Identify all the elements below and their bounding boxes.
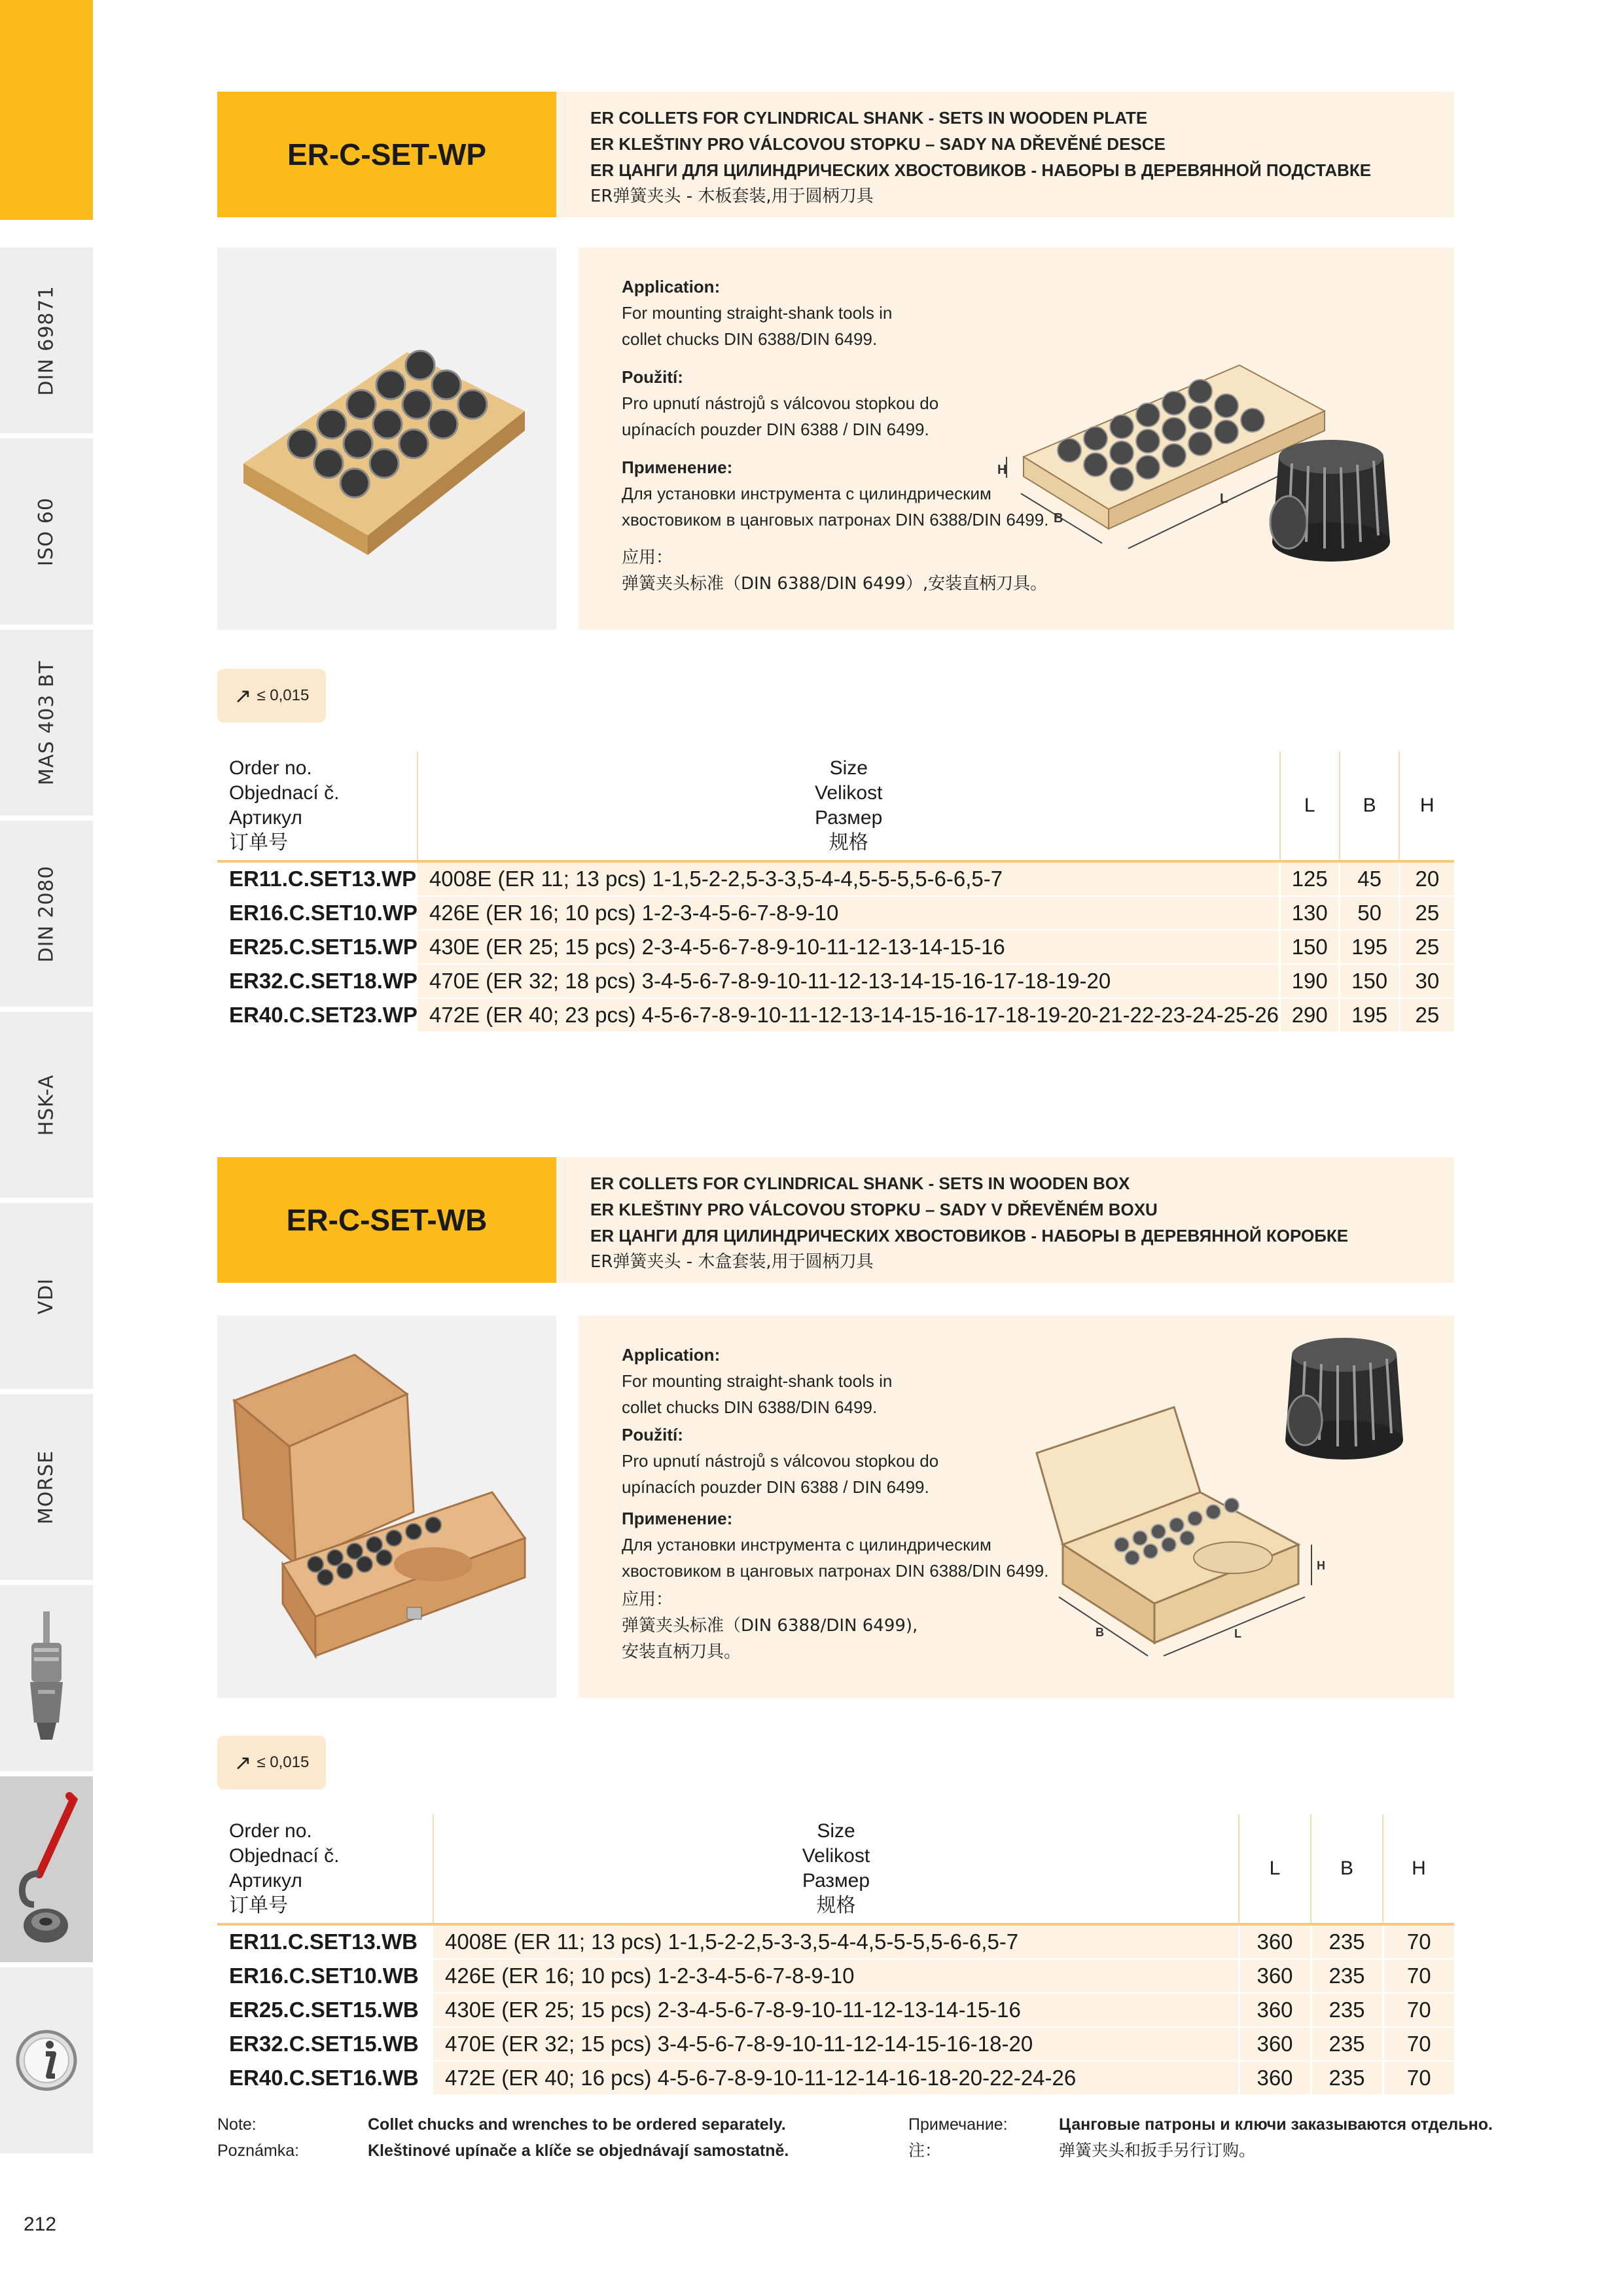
zh-application-label: 应用： bbox=[622, 1590, 673, 1609]
note-text-ru: Цанговые патроны и ключи заказываются отдельно. bbox=[1059, 2115, 1493, 2134]
wooden-plate-with-collets-image bbox=[217, 247, 556, 630]
size-description: 426E (ER 16; 10 pcs) 1-2-3-4-5-6-7-8-9-10 bbox=[418, 896, 1280, 930]
pouziti-label: Použití: bbox=[622, 1425, 683, 1444]
order-code: ER40.C.SET23.WP bbox=[217, 998, 418, 1032]
b-header: B bbox=[1311, 1814, 1383, 1924]
sidebar-tab-wrenches[interactable] bbox=[0, 1776, 93, 1962]
drill-chuck-icon bbox=[0, 1585, 93, 1771]
title-ru: ER ЦАНГИ ДЛЯ ЦИЛИНДРИЧЕСКИХ ХВОСТОВИКОВ - НАБОРЫ В ДЕРЕВЯННОЙ КОРОБКЕ bbox=[590, 1226, 1349, 1246]
table-row bbox=[217, 1924, 1454, 1959]
table-row bbox=[217, 998, 1454, 1032]
order-table-wb bbox=[217, 1814, 1454, 2096]
order-code: ER40.C.SET16.WB bbox=[217, 2061, 433, 2095]
dim-b: 45 bbox=[1340, 861, 1399, 896]
dim-l: 190 bbox=[1280, 964, 1340, 998]
sidebar-tab-label: DIN 69871 bbox=[35, 285, 58, 396]
application-label: Application: bbox=[622, 1345, 721, 1365]
order-code: ER11.C.SET13.WB bbox=[217, 1924, 433, 1959]
zh-application-label: 应用： bbox=[622, 548, 673, 567]
sidebar-tab-info[interactable] bbox=[0, 1967, 93, 2153]
table-row bbox=[217, 896, 1454, 930]
order-code: ER32.C.SET15.WB bbox=[217, 2027, 433, 2061]
note-label-zh: 注： bbox=[908, 2141, 942, 2160]
size-description: 470E (ER 32; 18 pcs) 3-4-5-6-7-8-9-10-11-12-13-14-15-16-17-18-19-20 bbox=[418, 964, 1280, 998]
sidebar-tab-label: ISO 60 bbox=[35, 497, 58, 566]
size-header: Size Velikost Размер 规格 bbox=[433, 1814, 1239, 1924]
dim-h: 70 bbox=[1383, 1993, 1454, 2027]
zh-application-line: 弹簧夹头标准（DIN 6388/DIN 6499), bbox=[622, 1616, 918, 1636]
order-table-wp bbox=[217, 751, 1454, 1033]
table-header-row bbox=[217, 751, 1454, 861]
product-code-title: ER-C-SET-WB bbox=[217, 1157, 556, 1283]
sidebar-active-top bbox=[0, 0, 93, 220]
h-header: H bbox=[1399, 751, 1454, 861]
sidebar-tab-hsk-a[interactable] bbox=[0, 1012, 93, 1198]
table-row bbox=[217, 1993, 1454, 2027]
size-description: 470E (ER 32; 15 pcs) 3-4-5-6-7-8-9-10-11-12-14-15-16-18-20 bbox=[433, 2027, 1239, 2061]
sidebar bbox=[0, 247, 93, 2159]
sidebar-tab-mas-403-bt[interactable] bbox=[0, 630, 93, 816]
page-number: 212 bbox=[24, 2214, 57, 2235]
wrench-and-nut-icon bbox=[0, 1776, 93, 1962]
dim-l: 290 bbox=[1280, 998, 1340, 1032]
sidebar-tab-morse[interactable] bbox=[0, 1394, 93, 1580]
title-zh: ER弹簧夹头 - 木盒套装,用于圆柄刀具 bbox=[590, 1252, 874, 1272]
info-icon bbox=[0, 1967, 93, 2153]
dim-h: 70 bbox=[1383, 1924, 1454, 1959]
size-description: 4008E (ER 11; 13 pcs) 1-1,5-2-2,5-3-3,5-4-4,5-5-5,5-6-6,5-7 bbox=[433, 1924, 1239, 1959]
application-info-wp bbox=[579, 247, 1454, 630]
order-code: ER11.C.SET13.WP bbox=[217, 861, 418, 896]
dim-l: 125 bbox=[1280, 861, 1340, 896]
size-description: 430E (ER 25; 15 pcs) 2-3-4-5-6-7-8-9-10-11-12-13-14-15-16 bbox=[418, 930, 1280, 964]
order-code: ER16.C.SET10.WP bbox=[217, 896, 418, 930]
l-header: L bbox=[1239, 1814, 1311, 1924]
primenenie-label: Применение: bbox=[622, 1509, 733, 1528]
size-description: 4008E (ER 11; 13 pcs) 1-1,5-2-2,5-3-3,5-4-4,5-5-5,5-6-6,5-7 bbox=[418, 861, 1280, 896]
note-label-ru: Примечание: bbox=[908, 2115, 1008, 2134]
product-photo-wooden-plate bbox=[217, 247, 556, 630]
h-header: H bbox=[1383, 1814, 1454, 1924]
section-titles bbox=[590, 105, 1371, 209]
sidebar-tab-din-69871[interactable] bbox=[0, 247, 93, 433]
section-header-wp bbox=[217, 92, 1454, 217]
dim-b: 235 bbox=[1311, 2027, 1383, 2061]
runout-arrow-icon: ↗ bbox=[234, 1751, 252, 1774]
note-text-zh: 弹簧夹头和扳手另行订购。 bbox=[1059, 2141, 1256, 2160]
dim-l: 360 bbox=[1239, 1959, 1311, 1993]
dimension-b: B bbox=[1096, 1626, 1104, 1639]
b-header: B bbox=[1340, 751, 1399, 861]
order-code: ER25.C.SET15.WP bbox=[217, 930, 418, 964]
primenenie-label: Применение: bbox=[622, 457, 733, 477]
title-en: ER COLLETS FOR CYLINDRICAL SHANK - SETS IN WOODEN PLATE bbox=[590, 108, 1148, 128]
sidebar-tab-label: VDI bbox=[35, 1278, 58, 1314]
dim-l: 150 bbox=[1280, 930, 1340, 964]
dim-b: 235 bbox=[1311, 1924, 1383, 1959]
dim-b: 195 bbox=[1340, 930, 1399, 964]
application-line: For mounting straight-shank tools in bbox=[622, 303, 893, 323]
dim-l: 360 bbox=[1239, 2061, 1311, 2095]
runout-arrow-icon: ↗ bbox=[234, 684, 252, 708]
product-photo-wooden-box bbox=[217, 1316, 556, 1698]
section-titles bbox=[590, 1170, 1348, 1275]
note-label-cz: Poznámka: bbox=[217, 2142, 300, 2160]
dimension-l: L bbox=[1234, 1627, 1241, 1640]
primenenie-line: Для установки инструмента с цилиндрическим bbox=[622, 1535, 991, 1554]
tolerance-value: ≤ 0,015 bbox=[257, 1753, 310, 1771]
dimension-b: B bbox=[1054, 511, 1063, 526]
dim-l: 360 bbox=[1239, 1924, 1311, 1959]
sidebar-tab-iso-60[interactable] bbox=[0, 439, 93, 624]
dim-b: 235 bbox=[1311, 1993, 1383, 2027]
table-row bbox=[217, 2027, 1454, 2061]
title-ru: ER ЦАНГИ ДЛЯ ЦИЛИНДРИЧЕСКИХ ХВОСТОВИКОВ - НАБОРЫ В ДЕРЕВЯННОЙ ПОДСТАВКЕ bbox=[590, 160, 1372, 180]
tolerance-badge bbox=[217, 669, 326, 723]
dim-b: 235 bbox=[1311, 2061, 1383, 2095]
title-zh: ER弹簧夹头 - 木板套装,用于圆柄刀具 bbox=[590, 187, 874, 206]
section-header-wb bbox=[217, 1157, 1454, 1283]
table-header-row bbox=[217, 1814, 1454, 1924]
size-description: 472E (ER 40; 16 pcs) 4-5-6-7-8-9-10-11-12-14-16-18-20-22-24-26 bbox=[433, 2061, 1239, 2095]
application-line: For mounting straight-shank tools in bbox=[622, 1371, 893, 1391]
dimension-h: H bbox=[997, 463, 1007, 477]
wooden-box-with-collets-image bbox=[217, 1316, 556, 1698]
note-text-cz: Kleštinové upínače a klíče se objednávají samostatně. bbox=[368, 2142, 789, 2160]
sidebar-tab-vdi[interactable] bbox=[0, 1203, 93, 1389]
sidebar-tab-drill-chucks[interactable] bbox=[0, 1585, 93, 1771]
product-code-title: ER-C-SET-WP bbox=[217, 92, 556, 217]
primenenie-line: Для установки инструмента с цилиндрическим bbox=[622, 484, 991, 503]
application-info-wb bbox=[579, 1316, 1454, 1698]
note-text-en: Collet chucks and wrenches to be ordered separately. bbox=[368, 2115, 786, 2134]
l-header: L bbox=[1280, 751, 1340, 861]
size-description: 472E (ER 40; 23 pcs) 4-5-6-7-8-9-10-11-12-13-14-15-16-17-18-19-20-21-22-23-24-25-26 bbox=[418, 998, 1280, 1032]
pouziti-line: upínacích pouzder DIN 6388 / DIN 6499. bbox=[622, 1477, 929, 1497]
dim-l: 360 bbox=[1239, 2027, 1311, 2061]
wooden-plate-dimension-diagram bbox=[997, 326, 1442, 601]
dim-l: 130 bbox=[1280, 896, 1340, 930]
dim-h: 25 bbox=[1399, 896, 1454, 930]
application-line: collet chucks DIN 6388/DIN 6499. bbox=[622, 1397, 878, 1417]
size-description: 426E (ER 16; 10 pcs) 1-2-3-4-5-6-7-8-9-10 bbox=[433, 1959, 1239, 1993]
order-no-header: Order no. Objednací č. Артикул 订单号 bbox=[229, 757, 340, 854]
dim-h: 70 bbox=[1383, 1959, 1454, 1993]
application-label: Application: bbox=[622, 277, 721, 296]
dim-h: 20 bbox=[1399, 861, 1454, 896]
collet-image bbox=[1285, 1338, 1403, 1460]
dim-b: 150 bbox=[1340, 964, 1399, 998]
application-line: collet chucks DIN 6388/DIN 6499. bbox=[622, 329, 878, 349]
title-en: ER COLLETS FOR CYLINDRICAL SHANK - SETS IN WOODEN BOX bbox=[590, 1174, 1130, 1193]
order-code: ER25.C.SET15.WB bbox=[217, 1993, 433, 2027]
wooden-box-dimension-diagram bbox=[1024, 1329, 1449, 1695]
dim-h: 70 bbox=[1383, 2061, 1454, 2095]
zh-application-line: 弹簧夹头标准（DIN 6388/DIN 6499）,安装直柄刀具。 bbox=[622, 574, 1048, 594]
table-row bbox=[217, 861, 1454, 896]
tolerance-badge bbox=[217, 1736, 326, 1789]
table-row bbox=[217, 964, 1454, 998]
order-no-header: Order no. Objednací č. Артикул 订单号 bbox=[229, 1820, 340, 1917]
collet-image bbox=[1270, 440, 1390, 562]
size-description: 430E (ER 25; 15 pcs) 2-3-4-5-6-7-8-9-10-11-12-13-14-15-16 bbox=[433, 1993, 1239, 2027]
zh-application-line: 安装直柄刀具。 bbox=[622, 1642, 741, 1662]
dim-l: 360 bbox=[1239, 1993, 1311, 2027]
order-code: ER16.C.SET10.WB bbox=[217, 1959, 433, 1993]
order-code: ER32.C.SET18.WP bbox=[217, 964, 418, 998]
sidebar-tab-din-2080[interactable] bbox=[0, 821, 93, 1007]
dim-h: 25 bbox=[1399, 930, 1454, 964]
pouziti-line: Pro upnutí nástrojů s válcovou stopkou do bbox=[622, 1451, 939, 1471]
size-header: Size Velikost Размер 规格 bbox=[418, 751, 1280, 861]
sidebar-tab-label: HSK-A bbox=[35, 1074, 58, 1136]
table-row bbox=[217, 930, 1454, 964]
dim-b: 50 bbox=[1340, 896, 1399, 930]
dim-b: 195 bbox=[1340, 998, 1399, 1032]
sidebar-tab-label: MAS 403 BT bbox=[35, 660, 58, 785]
dimension-l: L bbox=[1220, 492, 1228, 506]
pouziti-line: Pro upnutí nástrojů s válcovou stopkou do bbox=[622, 393, 939, 413]
dim-h: 30 bbox=[1399, 964, 1454, 998]
title-cz: ER KLEŠTINY PRO VÁLCOVOU STOPKU – SADY V DŘEVĚNÉM BOXU bbox=[590, 1200, 1158, 1219]
pouziti-line: upínacích pouzder DIN 6388 / DIN 6499. bbox=[622, 420, 929, 439]
tolerance-value: ≤ 0,015 bbox=[257, 687, 310, 704]
dim-h: 25 bbox=[1399, 998, 1454, 1032]
dimension-h: H bbox=[1317, 1559, 1325, 1572]
sidebar-tab-label: MORSE bbox=[35, 1450, 58, 1524]
dim-h: 70 bbox=[1383, 2027, 1454, 2061]
table-row bbox=[217, 2061, 1454, 2095]
dim-b: 235 bbox=[1311, 1959, 1383, 1993]
primenenie-line: хвостовиком в цанговых патронах DIN 6388/DIN 6499. bbox=[622, 1561, 1049, 1581]
primenenie-line: хвостовиком в цанговых патронах DIN 6388/DIN 6499. bbox=[622, 510, 1049, 529]
title-cz: ER KLEŠTINY PRO VÁLCOVOU STOPKU – SADY NA DŘEVĚNÉ DESCE bbox=[590, 134, 1166, 154]
sidebar-tab-label: DIN 2080 bbox=[35, 865, 58, 963]
note-label-en: Note: bbox=[217, 2115, 257, 2134]
table-row bbox=[217, 1959, 1454, 1993]
pouziti-label: Použití: bbox=[622, 367, 683, 387]
